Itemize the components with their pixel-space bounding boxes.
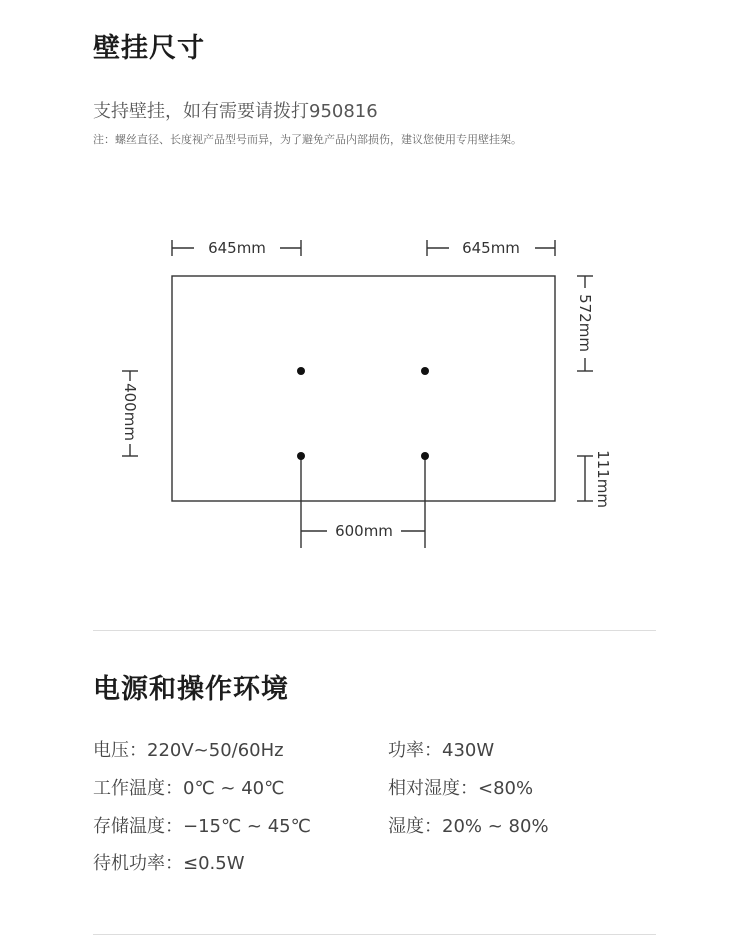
dim-right-top-label: 645mm: [462, 239, 520, 257]
wall-mount-title: 壁挂尺寸: [93, 33, 205, 64]
spec-label: 相对湿度：: [388, 778, 478, 799]
dim-right-upper-label: 572mm: [576, 294, 594, 352]
spec-value: 220V~50/60Hz: [147, 740, 284, 761]
spec-standby-power: [93, 849, 245, 875]
section-divider: [93, 630, 656, 631]
bottom-divider: [93, 934, 656, 935]
wall-mount-subtitle: 支持壁挂，如有需要请拨打950816: [93, 101, 378, 122]
tv-outline: [172, 276, 555, 501]
spec-value: ≤0.5W: [183, 853, 245, 874]
spec-label: 工作温度：: [93, 778, 183, 799]
mount-hole-bottom-right: [421, 452, 429, 460]
spec-operating-temperature: [93, 774, 284, 800]
spec-label: 存储温度：: [93, 816, 183, 837]
spec-power: [388, 736, 494, 762]
spec-label: 功率：: [388, 740, 442, 761]
spec-label: 湿度：: [388, 816, 442, 837]
spec-value: <80%: [478, 778, 534, 799]
mount-hole-top-left: [297, 367, 305, 375]
spec-humidity: [388, 812, 549, 838]
spec-label: 待机功率：: [93, 853, 183, 874]
dim-bottom-label: 600mm: [335, 522, 393, 540]
spec-value: 0℃ ~ 40℃: [183, 778, 285, 799]
environment-title: 电源和操作环境: [93, 674, 289, 705]
spec-storage-temperature: [93, 812, 311, 838]
spec-label: 电压：: [93, 740, 147, 761]
dim-right-lower-label: 111mm: [594, 450, 612, 508]
spec-value: 430W: [442, 740, 495, 761]
spec-voltage: [93, 736, 284, 762]
mount-hole-bottom-left: [297, 452, 305, 460]
mount-hole-top-right: [421, 367, 429, 375]
wall-mount-note: 注：螺丝直径、长度视产品型号而异，为了避免产品内部损伤，建议您使用专用壁挂架。: [93, 133, 522, 146]
dim-left-middle-label: 400mm: [121, 383, 139, 441]
spec-value: −15℃ ~ 45℃: [183, 816, 311, 837]
dim-left-top-label: 645mm: [208, 239, 266, 257]
spec-relative-humidity: [388, 774, 533, 800]
spec-value: 20% ~ 80%: [442, 816, 549, 837]
